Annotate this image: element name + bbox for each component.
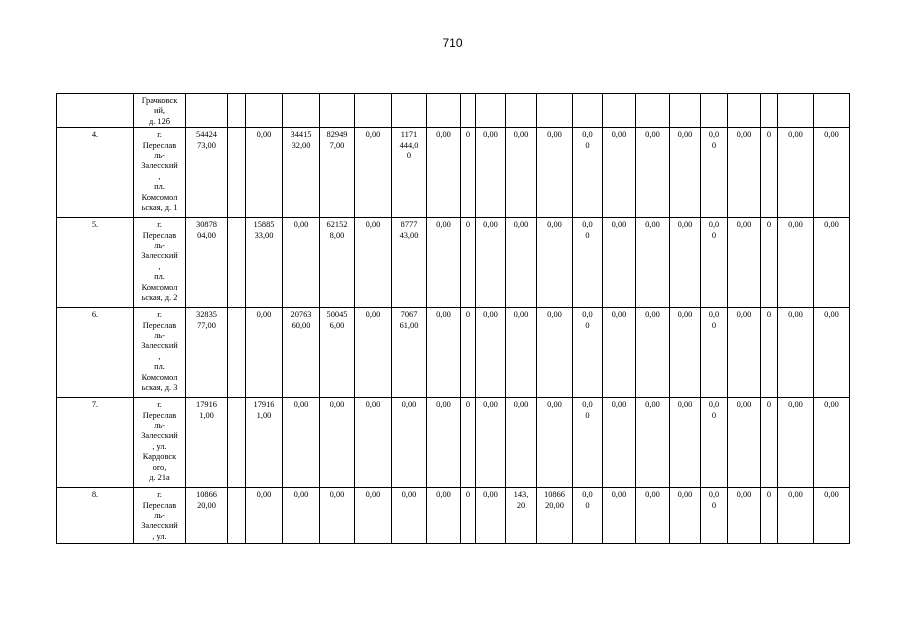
cell-text: 0,0 0	[582, 490, 593, 510]
value-cell	[186, 398, 228, 488]
cell-text: 10866 20,00	[196, 490, 217, 510]
value-cell	[186, 308, 228, 398]
cell-text: 0,00	[513, 130, 529, 140]
value-cell	[778, 94, 814, 128]
cell-text: 0,0 0	[708, 310, 720, 330]
cell-text: 20763 60,00	[290, 310, 312, 330]
cell-text: 0,00	[736, 130, 752, 140]
cell-text: г. Переслав ль- Залесский , ул. Кардовск ого, д. 21а	[141, 400, 178, 483]
value-cell	[603, 398, 636, 488]
value-cell	[246, 218, 283, 308]
value-cell	[573, 308, 603, 398]
table-row	[57, 128, 850, 218]
table-row	[57, 308, 850, 398]
value-cell	[701, 488, 728, 544]
value-cell	[506, 308, 537, 398]
value-cell	[670, 488, 701, 544]
cell-text: 0,00	[645, 310, 660, 320]
value-cell	[355, 218, 392, 308]
value-cell	[603, 94, 636, 128]
row-number-cell	[57, 488, 134, 544]
address-cell	[134, 94, 186, 128]
cell-text: 0	[766, 490, 772, 500]
value-cell	[427, 94, 461, 128]
value-cell	[461, 94, 476, 128]
value-cell	[778, 218, 814, 308]
cell-text: 0,00	[611, 490, 627, 500]
cell-text: 0,00	[329, 400, 345, 410]
cell-text: 0,00	[611, 310, 627, 320]
value-cell	[427, 488, 461, 544]
value-cell	[476, 488, 506, 544]
cell-text: 0	[766, 220, 772, 230]
cell-text: г. Переслав ль- Залесский , пл. Комсомол ьская, д. 2	[141, 220, 178, 303]
value-cell	[670, 128, 701, 218]
cell-text: 0,00	[677, 220, 693, 230]
value-cell	[355, 398, 392, 488]
value-cell	[636, 128, 670, 218]
cell-text: 0,00	[436, 490, 451, 500]
value-cell	[603, 488, 636, 544]
value-cell	[461, 488, 476, 544]
row-number-cell	[57, 128, 134, 218]
value-cell	[246, 308, 283, 398]
value-cell	[670, 218, 701, 308]
cell-text: 0,00	[436, 220, 451, 230]
cell-text: 0,00	[483, 220, 498, 230]
value-cell	[778, 488, 814, 544]
value-cell	[246, 398, 283, 488]
cell-text: 0,0 0	[708, 400, 720, 420]
cell-text: 0	[465, 220, 471, 230]
cell-text: г. Переслав ль- Залесский , ул.	[141, 490, 178, 541]
cell-text: 0,00	[483, 400, 498, 410]
value-cell	[761, 128, 778, 218]
cell-text: 0,00	[677, 400, 693, 410]
cell-text: 4.	[91, 130, 99, 140]
cell-text: 0,00	[293, 400, 309, 410]
value-cell	[461, 128, 476, 218]
value-cell	[814, 488, 850, 544]
value-cell	[320, 94, 355, 128]
cell-text: 0,00	[824, 400, 839, 410]
value-cell	[228, 94, 246, 128]
value-cell	[246, 128, 283, 218]
value-cell	[506, 94, 537, 128]
value-cell	[670, 308, 701, 398]
cell-text: 0,00	[547, 400, 562, 410]
value-cell	[701, 94, 728, 128]
cell-text: 0,00	[365, 310, 381, 320]
cell-text: 0,00	[483, 490, 498, 500]
cell-text: 0	[766, 310, 772, 320]
value-cell	[427, 398, 461, 488]
cell-text: 0,0 0	[582, 310, 593, 330]
cell-text: 82949 7,00	[326, 130, 348, 150]
value-cell	[728, 128, 761, 218]
cell-text: г. Переслав ль- Залесский , пл. Комсомол ьская, д. 1	[141, 130, 178, 213]
value-cell	[392, 94, 427, 128]
cell-text: 0,00	[483, 310, 498, 320]
value-cell	[670, 94, 701, 128]
page-number: 710	[442, 36, 463, 50]
cell-text: 0,00	[365, 400, 381, 410]
value-cell	[283, 398, 320, 488]
cell-text: 0,00	[824, 130, 839, 140]
cell-text: 0,00	[645, 130, 660, 140]
cell-text: 0,0 0	[708, 490, 720, 510]
value-cell	[186, 94, 228, 128]
cell-text: 0,00	[824, 490, 839, 500]
value-cell	[573, 94, 603, 128]
cell-text: 0,00	[788, 400, 803, 410]
cell-text: 0,00	[547, 130, 562, 140]
cell-text: 0,00	[547, 310, 562, 320]
cell-text: 17916 1,00	[253, 400, 275, 420]
value-cell	[506, 488, 537, 544]
value-cell	[814, 94, 850, 128]
cell-text: 0,00	[736, 310, 752, 320]
value-cell	[506, 398, 537, 488]
cell-text: 0	[465, 130, 471, 140]
cell-text: 0,00	[256, 490, 272, 500]
value-cell	[228, 398, 246, 488]
cell-text: 0,00	[513, 400, 529, 410]
value-cell	[537, 94, 573, 128]
value-cell	[186, 128, 228, 218]
cell-text: 32835 77,00	[196, 310, 217, 330]
cell-text: 15885 33,00	[253, 220, 275, 240]
cell-text: 1171 444,0 0	[399, 130, 419, 161]
value-cell	[728, 218, 761, 308]
cell-text: Грачковск ий, д. 12б	[141, 96, 178, 126]
cell-text: 0,00	[788, 220, 803, 230]
value-cell	[392, 488, 427, 544]
value-cell	[320, 218, 355, 308]
value-cell	[778, 398, 814, 488]
value-cell	[603, 308, 636, 398]
cell-text: 0,0 0	[582, 130, 593, 150]
value-cell	[320, 398, 355, 488]
cell-text: 0,00	[736, 490, 752, 500]
value-cell	[228, 128, 246, 218]
value-cell	[537, 488, 573, 544]
value-cell	[283, 488, 320, 544]
address-cell	[134, 308, 186, 398]
value-cell	[728, 308, 761, 398]
value-cell	[228, 308, 246, 398]
value-cell	[603, 128, 636, 218]
cell-text: 0,0 0	[708, 220, 720, 240]
cell-text: 0	[766, 400, 772, 410]
value-cell	[392, 218, 427, 308]
value-cell	[506, 218, 537, 308]
value-cell	[355, 308, 392, 398]
cell-text: 0,00	[401, 490, 417, 500]
cell-text: 54424 73,00	[196, 130, 217, 150]
value-cell	[476, 308, 506, 398]
value-cell	[228, 488, 246, 544]
cell-text: 0,00	[436, 130, 451, 140]
cell-text: 0,00	[256, 310, 272, 320]
value-cell	[246, 488, 283, 544]
cell-text: 0,00	[645, 400, 660, 410]
cell-text: 0,00	[365, 490, 381, 500]
value-cell	[573, 488, 603, 544]
cell-text: 0,00	[736, 400, 752, 410]
value-cell	[761, 308, 778, 398]
table-row	[57, 488, 850, 544]
value-cell	[636, 94, 670, 128]
value-cell	[355, 94, 392, 128]
value-cell	[814, 398, 850, 488]
value-cell	[761, 94, 778, 128]
cell-text: 7.	[91, 400, 99, 410]
cell-text: 0,00	[736, 220, 752, 230]
cell-text: 0,00	[436, 400, 451, 410]
cell-text: 0,00	[788, 130, 803, 140]
cell-text: 0,00	[645, 490, 660, 500]
value-cell	[246, 94, 283, 128]
cell-text: 10866 20,00	[544, 490, 565, 510]
value-cell	[636, 488, 670, 544]
value-cell	[427, 308, 461, 398]
value-cell	[320, 488, 355, 544]
cell-text: 30878 04,00	[196, 220, 217, 240]
value-cell	[537, 398, 573, 488]
cell-text: 0,00	[365, 130, 381, 140]
value-cell	[761, 218, 778, 308]
cell-text: 5.	[91, 220, 99, 230]
value-cell	[537, 128, 573, 218]
cell-text: 0,00	[611, 400, 627, 410]
cell-text: 0,00	[513, 310, 529, 320]
cell-text: 0,00	[611, 130, 627, 140]
value-cell	[701, 308, 728, 398]
value-cell	[476, 218, 506, 308]
value-cell	[573, 128, 603, 218]
cell-text: 0,00	[824, 310, 839, 320]
value-cell	[573, 218, 603, 308]
cell-text: 7067 61,00	[399, 310, 419, 330]
value-cell	[778, 128, 814, 218]
cell-text: 17916 1,00	[196, 400, 217, 420]
value-cell	[461, 308, 476, 398]
value-cell	[761, 398, 778, 488]
value-cell	[701, 218, 728, 308]
cell-text: 0,00	[677, 130, 693, 140]
value-cell	[283, 218, 320, 308]
cell-text: 6.	[91, 310, 99, 320]
value-cell	[761, 488, 778, 544]
value-cell	[636, 308, 670, 398]
address-cell	[134, 398, 186, 488]
cell-text: 0,00	[611, 220, 627, 230]
value-cell	[476, 398, 506, 488]
value-cell	[320, 308, 355, 398]
value-cell	[537, 308, 573, 398]
cell-text: 0	[465, 310, 471, 320]
row-number-cell	[57, 398, 134, 488]
cell-text: 8777 43,00	[399, 220, 419, 240]
cell-text: 0,00	[788, 490, 803, 500]
cell-text: 0,0 0	[708, 130, 720, 150]
cell-text: 0,00	[824, 220, 839, 230]
value-cell	[283, 308, 320, 398]
value-cell	[603, 218, 636, 308]
cell-text: 0,0 0	[582, 400, 593, 420]
value-cell	[670, 398, 701, 488]
value-cell	[427, 218, 461, 308]
address-cell	[134, 218, 186, 308]
cell-text: 0,00	[365, 220, 381, 230]
cell-text: 0,00	[436, 310, 451, 320]
cell-text: 50045 6,00	[326, 310, 348, 330]
cell-text: 8.	[91, 490, 99, 500]
value-cell	[537, 218, 573, 308]
cell-text: 0,00	[547, 220, 562, 230]
value-cell	[283, 128, 320, 218]
cell-text: 0,00	[483, 130, 498, 140]
value-cell	[476, 94, 506, 128]
cell-text: 0	[766, 130, 772, 140]
cell-text: 0,00	[293, 490, 309, 500]
value-cell	[392, 128, 427, 218]
cell-text: 0,00	[293, 220, 309, 230]
cell-text: 143, 20	[513, 490, 529, 510]
row-number-cell	[57, 94, 134, 128]
cell-text: 0,00	[677, 310, 693, 320]
value-cell	[728, 398, 761, 488]
value-cell	[778, 308, 814, 398]
cell-text: 0,00	[513, 220, 529, 230]
cell-text: 0	[465, 490, 471, 500]
value-cell	[636, 218, 670, 308]
value-cell	[636, 398, 670, 488]
value-cell	[392, 398, 427, 488]
value-cell	[392, 308, 427, 398]
value-cell	[701, 128, 728, 218]
cell-text: 0,00	[677, 490, 693, 500]
value-cell	[573, 398, 603, 488]
cell-text: 0,00	[788, 310, 803, 320]
cell-text: 0,00	[645, 220, 660, 230]
value-cell	[355, 128, 392, 218]
value-cell	[283, 94, 320, 128]
cell-text: 62152 8,00	[326, 220, 348, 240]
value-cell	[461, 218, 476, 308]
value-cell	[506, 128, 537, 218]
value-cell	[427, 128, 461, 218]
value-cell	[728, 488, 761, 544]
address-cell	[134, 488, 186, 544]
value-cell	[320, 128, 355, 218]
data-table	[56, 93, 850, 544]
cell-text: 0,0 0	[582, 220, 593, 240]
value-cell	[186, 218, 228, 308]
value-cell	[701, 398, 728, 488]
value-cell	[814, 308, 850, 398]
table-row	[57, 218, 850, 308]
table-row	[57, 398, 850, 488]
cell-text: 0,00	[401, 400, 417, 410]
cell-text: 0,00	[329, 490, 345, 500]
value-cell	[461, 398, 476, 488]
cell-text: г. Переслав ль- Залесский , пл. Комсомол ьская, д. 3	[141, 310, 178, 393]
cell-text: 0	[465, 400, 471, 410]
row-number-cell	[57, 218, 134, 308]
table-row	[57, 94, 850, 128]
cell-text: 34415 32,00	[290, 130, 312, 150]
value-cell	[355, 488, 392, 544]
row-number-cell	[57, 308, 134, 398]
value-cell	[228, 218, 246, 308]
value-cell	[476, 128, 506, 218]
value-cell	[814, 128, 850, 218]
value-cell	[186, 488, 228, 544]
value-cell	[814, 218, 850, 308]
address-cell	[134, 128, 186, 218]
value-cell	[728, 94, 761, 128]
cell-text: 0,00	[256, 130, 272, 140]
